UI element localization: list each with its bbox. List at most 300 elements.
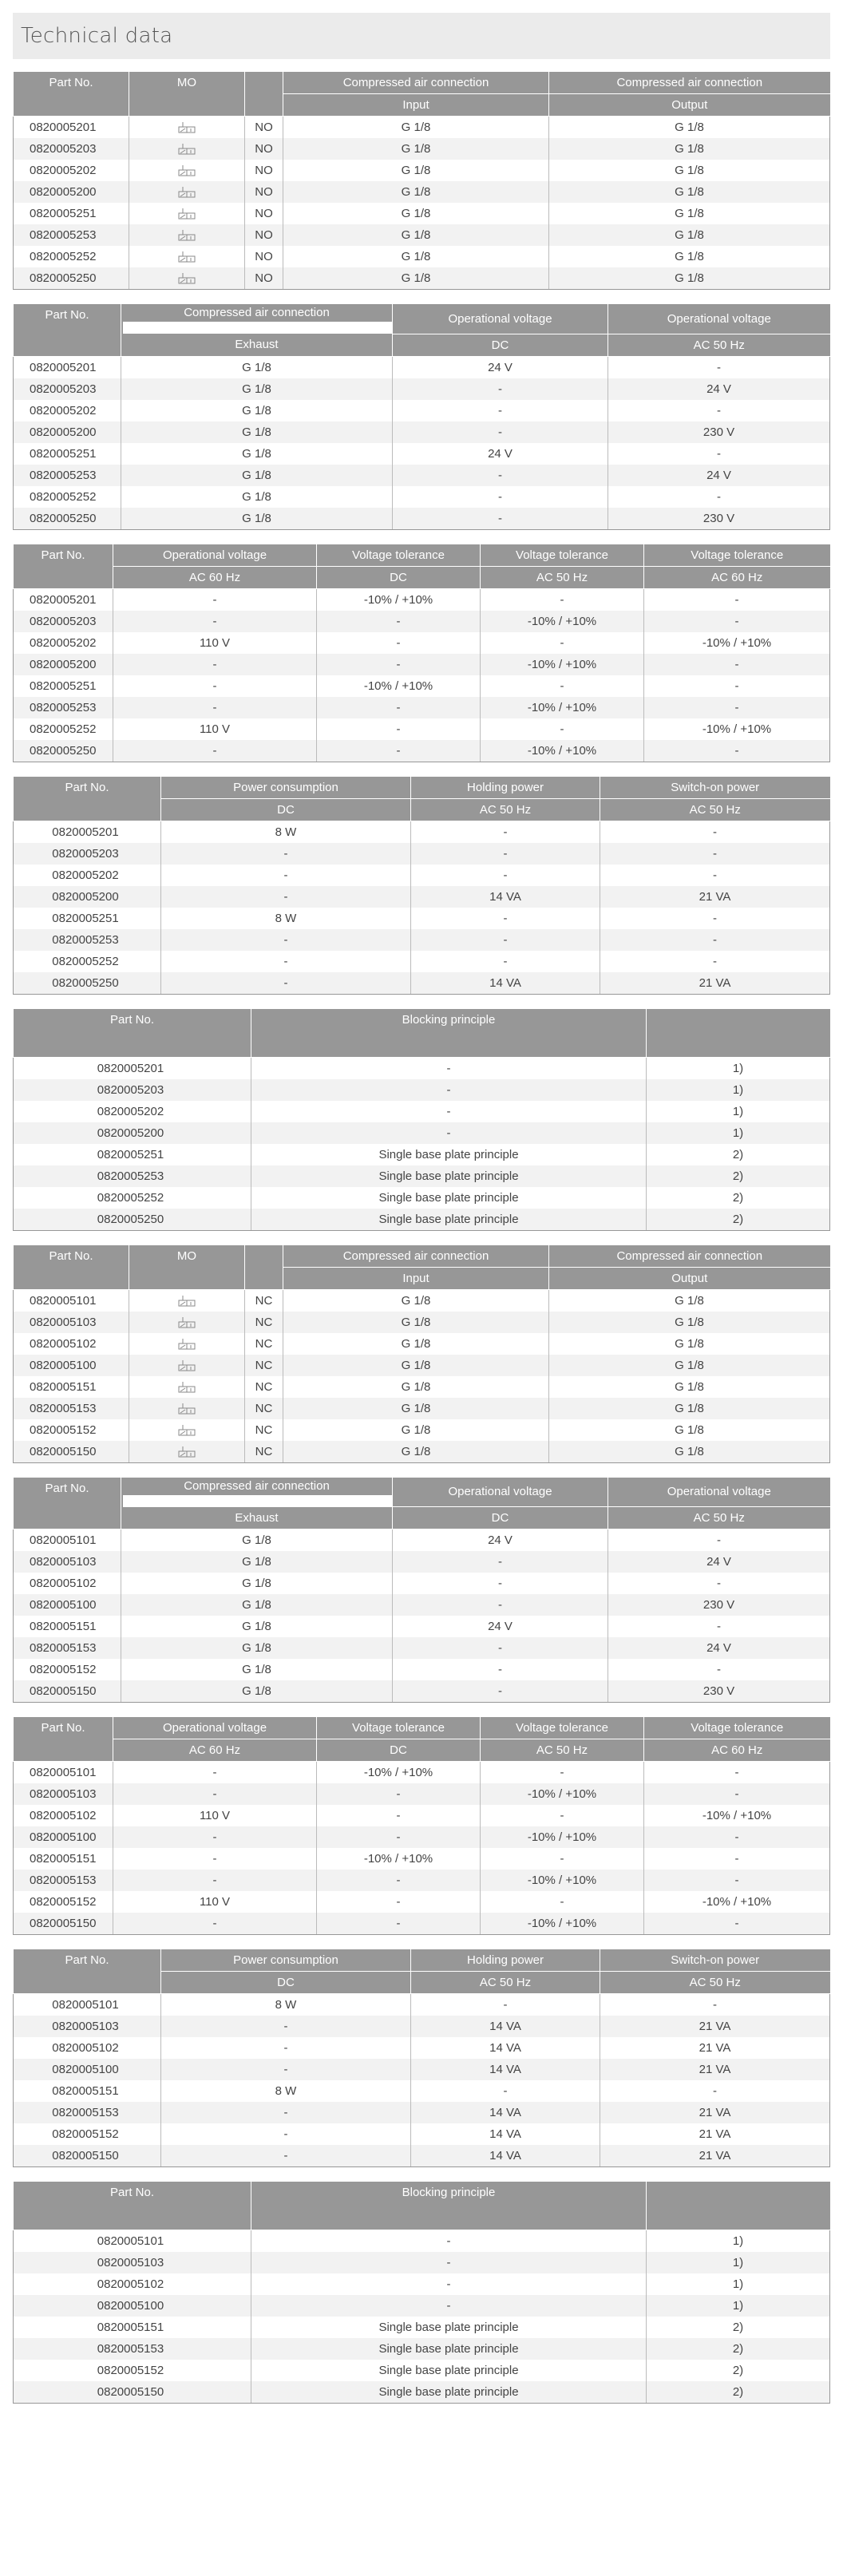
part-number: 0820005100 (14, 2059, 161, 2080)
switch-on-power-ac50: - (600, 929, 830, 951)
valve-symbol-cell (129, 1289, 245, 1312)
table-row (14, 181, 830, 203)
table-row (14, 2381, 830, 2404)
col-header-part-no: Part No. (14, 1009, 251, 1058)
op-voltage-ac60: - (113, 1783, 317, 1805)
part-number: 0820005100 (14, 1594, 121, 1616)
output-connection: G 1/8 (549, 1376, 830, 1398)
table-row (14, 908, 830, 929)
output-connection: G 1/8 (549, 267, 830, 290)
tolerance-dc: - (317, 654, 481, 675)
op-voltage-ac50: - (608, 486, 830, 508)
mo-state: NO (245, 160, 283, 181)
valve-symbol-icon (178, 1360, 196, 1371)
holding-power-ac50: 14 VA (411, 886, 600, 908)
op-voltage-ac60: 110 V (113, 718, 317, 740)
table-row (14, 267, 830, 290)
power-consumption-dc: - (161, 2145, 411, 2167)
op-voltage-ac60: - (113, 1913, 317, 1935)
tolerance-dc: - (317, 740, 481, 762)
table-row (14, 1762, 830, 1784)
part-number: 0820005101 (14, 1994, 161, 2016)
footnote-ref: 1) (647, 2295, 830, 2317)
tolerance-ac60: -10% / +10% (644, 1805, 830, 1826)
footnote-ref: 2) (647, 1144, 830, 1165)
part-number: 0820005103 (14, 2016, 161, 2037)
valve-symbol-cell (129, 1312, 245, 1333)
part-number: 0820005101 (14, 1289, 129, 1312)
part-number: 0820005251 (14, 908, 161, 929)
power-consumption-dc: - (161, 886, 411, 908)
table-row (14, 203, 830, 224)
col-header-blocking-principle: Blocking principle (251, 2182, 647, 2230)
tolerance-dc: - (317, 1891, 481, 1913)
output-connection: G 1/8 (549, 1355, 830, 1376)
blocking-principle: Single base plate principle (251, 1144, 647, 1165)
op-voltage-dc: - (393, 421, 608, 443)
blocking-principle: Single base plate principle (251, 2338, 647, 2360)
op-voltage-ac50: 24 V (608, 1551, 830, 1573)
op-voltage-dc: 24 V (393, 356, 608, 378)
exhaust-connection: G 1/8 (121, 1680, 393, 1703)
blocking-principle: - (251, 1122, 647, 1144)
valve-symbol-cell (129, 1355, 245, 1376)
op-voltage-dc: - (393, 378, 608, 400)
blocking-principle: Single base plate principle (251, 2381, 647, 2404)
power-consumption-dc: - (161, 2059, 411, 2080)
table-exhaust-voltage (13, 1478, 830, 1703)
power-consumption-dc: 8 W (161, 908, 411, 929)
table-row (14, 1441, 830, 1463)
tolerance-dc: - (317, 1783, 481, 1805)
table-row (14, 1659, 830, 1680)
table-row (14, 2016, 830, 2037)
power-consumption-dc: 8 W (161, 821, 411, 843)
part-number: 0820005200 (14, 421, 121, 443)
part-number: 0820005150 (14, 1441, 129, 1463)
mo-state: NC (245, 1441, 283, 1463)
mo-state: NC (245, 1289, 283, 1312)
input-connection: G 1/8 (283, 1333, 549, 1355)
section-title-bar (13, 13, 830, 59)
holding-power-ac50: - (411, 929, 600, 951)
switch-on-power-ac50: 21 VA (600, 2037, 830, 2059)
part-number: 0820005152 (14, 2123, 161, 2145)
op-voltage-ac50: 24 V (608, 465, 830, 486)
col-header-holding-power: Holding power (411, 777, 600, 799)
valve-symbol-cell (129, 267, 245, 290)
mo-state: NO (245, 224, 283, 246)
table-row (14, 2080, 830, 2102)
footnote-ref: 1) (647, 2273, 830, 2295)
col-header-switch-on-power: Switch-on power (600, 1949, 830, 1972)
table-row (14, 1594, 830, 1616)
output-connection: G 1/8 (549, 1398, 830, 1419)
op-voltage-ac50: - (608, 356, 830, 378)
part-number: 0820005251 (14, 675, 113, 697)
footnote-ref: 2) (647, 1165, 830, 1187)
blocking-principle: Single base plate principle (251, 2317, 647, 2338)
op-voltage-dc: 24 V (393, 1529, 608, 1552)
part-number: 0820005153 (14, 1398, 129, 1419)
holding-power-ac50: 14 VA (411, 2123, 600, 2145)
op-voltage-ac60: 110 V (113, 1805, 317, 1826)
power-consumption-dc: - (161, 2016, 411, 2037)
part-number: 0820005151 (14, 1616, 121, 1637)
col-header-compressed-air-input: Compressed air connection (283, 1245, 549, 1268)
valve-symbol-cell (129, 1398, 245, 1419)
switch-on-power-ac50: - (600, 1994, 830, 2016)
exhaust-connection: G 1/8 (121, 1637, 393, 1659)
col-header-compressed-air-label: Compressed air connection (184, 306, 330, 319)
valve-symbol-icon (178, 1446, 196, 1458)
tolerance-ac50: -10% / +10% (481, 1783, 644, 1805)
header-spacer (123, 1495, 392, 1507)
power-consumption-dc: - (161, 929, 411, 951)
part-number: 0820005200 (14, 654, 113, 675)
blocking-principle: - (251, 1079, 647, 1101)
tables-container (13, 72, 830, 2404)
col-header-power-consumption: Power consumption (161, 777, 411, 799)
part-number: 0820005151 (14, 2080, 161, 2102)
col-header-op-voltage-ac60: Operational voltage (113, 544, 317, 567)
part-number: 0820005200 (14, 181, 129, 203)
input-connection: G 1/8 (283, 246, 549, 267)
blocking-principle: - (251, 2252, 647, 2273)
output-connection: G 1/8 (549, 181, 830, 203)
input-connection: G 1/8 (283, 267, 549, 290)
part-number: 0820005151 (14, 2317, 251, 2338)
part-number: 0820005250 (14, 740, 113, 762)
col-header-part-no: Part No. (14, 777, 161, 821)
op-voltage-dc: - (393, 1551, 608, 1573)
valve-symbol-cell (129, 224, 245, 246)
col-header-ac50: AC 50 Hz (608, 1507, 830, 1529)
table-row (14, 1057, 830, 1079)
tolerance-ac60: -10% / +10% (644, 718, 830, 740)
op-voltage-ac60: - (113, 611, 317, 632)
part-number: 0820005100 (14, 1355, 129, 1376)
exhaust-connection: G 1/8 (121, 1616, 393, 1637)
part-number: 0820005202 (14, 160, 129, 181)
header-spacer (123, 322, 392, 334)
table-row (14, 972, 830, 995)
holding-power-ac50: - (411, 843, 600, 865)
footnote-ref: 2) (647, 2338, 830, 2360)
part-number: 0820005201 (14, 588, 113, 611)
op-voltage-dc: - (393, 400, 608, 421)
blocking-principle: - (251, 2273, 647, 2295)
power-consumption-dc: - (161, 2102, 411, 2123)
tolerance-dc: - (317, 697, 481, 718)
table-row (14, 1312, 830, 1333)
exhaust-connection: G 1/8 (121, 400, 393, 421)
part-number: 0820005103 (14, 2252, 251, 2273)
tolerance-ac50: -10% / +10% (481, 1913, 644, 1935)
part-number: 0820005153 (14, 2102, 161, 2123)
table-row (14, 1826, 830, 1848)
valve-symbol-icon (178, 187, 196, 198)
col-header-tolerance-ac60: Voltage tolerance (644, 1717, 830, 1739)
mo-state: NC (245, 1376, 283, 1398)
valve-symbol-cell (129, 1333, 245, 1355)
part-number: 0820005202 (14, 632, 113, 654)
part-number: 0820005103 (14, 1783, 113, 1805)
part-number: 0820005251 (14, 203, 129, 224)
input-connection: G 1/8 (283, 117, 549, 139)
tolerance-ac50: -10% / +10% (481, 697, 644, 718)
table-row (14, 1355, 830, 1376)
col-header-ac50: AC 50 Hz (411, 798, 600, 821)
op-voltage-ac60: - (113, 1762, 317, 1784)
page-title: Technical data (21, 24, 173, 48)
col-header-ac50: AC 50 Hz (600, 798, 830, 821)
part-number: 0820005102 (14, 1805, 113, 1826)
table-power (13, 777, 830, 995)
tolerance-ac50: - (481, 718, 644, 740)
part-number: 0820005150 (14, 2381, 251, 2404)
valve-symbol-cell (129, 181, 245, 203)
table-blocking-principle (13, 1009, 830, 1231)
part-number: 0820005102 (14, 1333, 129, 1355)
switch-on-power-ac50: 21 VA (600, 2102, 830, 2123)
tolerance-dc: - (317, 611, 481, 632)
valve-symbol-icon (178, 144, 196, 155)
exhaust-connection: G 1/8 (121, 443, 393, 465)
mo-state: NC (245, 1312, 283, 1333)
table-row (14, 1994, 830, 2016)
table-row (14, 1913, 830, 1935)
part-number: 0820005152 (14, 1891, 113, 1913)
table-row (14, 2252, 830, 2273)
col-header-op-voltage-ac50: Operational voltage (608, 1478, 830, 1507)
footnote-ref: 1) (647, 2230, 830, 2253)
input-connection: G 1/8 (283, 138, 549, 160)
part-number: 0820005253 (14, 697, 113, 718)
part-number: 0820005153 (14, 2338, 251, 2360)
part-number: 0820005103 (14, 1312, 129, 1333)
table-row (14, 246, 830, 267)
table-row (14, 1209, 830, 1231)
part-number: 0820005253 (14, 1165, 251, 1187)
col-header-op-voltage-dc: Operational voltage (393, 1478, 608, 1507)
output-connection: G 1/8 (549, 138, 830, 160)
col-header-op-voltage-ac60: Operational voltage (113, 1717, 317, 1739)
col-header-holding-power: Holding power (411, 1949, 600, 1972)
op-voltage-ac50: - (608, 1573, 830, 1594)
power-consumption-dc: - (161, 951, 411, 972)
table-row (14, 160, 830, 181)
exhaust-connection: G 1/8 (121, 1573, 393, 1594)
col-header-mo: MO (129, 1245, 245, 1290)
valve-symbol-icon (178, 1425, 196, 1436)
blocking-principle: - (251, 1057, 647, 1079)
col-header-dc: DC (393, 1507, 608, 1529)
part-number: 0820005152 (14, 1659, 121, 1680)
footnote-ref: 2) (647, 1187, 830, 1209)
col-header-dc: DC (161, 798, 411, 821)
part-number: 0820005102 (14, 2037, 161, 2059)
part-number: 0820005102 (14, 2273, 251, 2295)
output-connection: G 1/8 (549, 1312, 830, 1333)
holding-power-ac50: - (411, 951, 600, 972)
op-voltage-dc: 24 V (393, 443, 608, 465)
valve-symbol-icon (178, 1382, 196, 1393)
table-row (14, 1805, 830, 1826)
switch-on-power-ac50: - (600, 821, 830, 843)
col-header-dc: DC (317, 566, 481, 588)
op-voltage-dc: - (393, 508, 608, 530)
table-row (14, 1783, 830, 1805)
op-voltage-ac50: - (608, 1529, 830, 1552)
part-number: 0820005203 (14, 1079, 251, 1101)
table-voltage-tolerance (13, 1717, 830, 1935)
part-number: 0820005203 (14, 138, 129, 160)
col-header-part-no: Part No. (14, 1717, 113, 1762)
valve-symbol-icon (178, 1403, 196, 1415)
col-header-part-no: Part No. (14, 1478, 121, 1529)
part-number: 0820005252 (14, 246, 129, 267)
table-row (14, 611, 830, 632)
part-number: 0820005151 (14, 1848, 113, 1870)
mo-state: NC (245, 1333, 283, 1355)
op-voltage-ac50: 24 V (608, 1637, 830, 1659)
input-connection: G 1/8 (283, 1376, 549, 1398)
part-number: 0820005250 (14, 267, 129, 290)
col-header-tolerance-dc: Voltage tolerance (317, 544, 481, 567)
table-row (14, 2338, 830, 2360)
col-header-ac60: AC 60 Hz (113, 566, 317, 588)
op-voltage-ac60: - (113, 740, 317, 762)
col-header-compressed-air-label: Compressed air connection (184, 1478, 330, 1493)
exhaust-connection: G 1/8 (121, 1529, 393, 1552)
table-row (14, 588, 830, 611)
tolerance-ac60: - (644, 1783, 830, 1805)
col-header-tolerance-ac60: Voltage tolerance (644, 544, 830, 567)
switch-on-power-ac50: - (600, 865, 830, 886)
col-header-compressed-air-output: Compressed air connection (549, 72, 830, 94)
output-connection: G 1/8 (549, 1441, 830, 1463)
op-voltage-ac60: - (113, 697, 317, 718)
table-row (14, 2360, 830, 2381)
power-consumption-dc: 8 W (161, 2080, 411, 2102)
holding-power-ac50: 14 VA (411, 2145, 600, 2167)
footnote-ref: 1) (647, 2252, 830, 2273)
op-voltage-ac50: 24 V (608, 378, 830, 400)
valve-symbol-icon (178, 1317, 196, 1328)
table-blocking-principle (13, 2182, 830, 2404)
holding-power-ac50: - (411, 865, 600, 886)
tolerance-dc: -10% / +10% (317, 1848, 481, 1870)
table-row (14, 378, 830, 400)
input-connection: G 1/8 (283, 1441, 549, 1463)
valve-symbol-cell (129, 138, 245, 160)
part-number: 0820005150 (14, 1913, 113, 1935)
exhaust-connection: G 1/8 (121, 356, 393, 378)
blocking-principle: Single base plate principle (251, 1209, 647, 1231)
valve-symbol-icon (178, 251, 196, 263)
table-row (14, 740, 830, 762)
mo-state: NO (245, 138, 283, 160)
part-number: 0820005252 (14, 486, 121, 508)
exhaust-connection: G 1/8 (121, 1594, 393, 1616)
table-row (14, 1101, 830, 1122)
part-number: 0820005252 (14, 718, 113, 740)
part-number: 0820005251 (14, 1144, 251, 1165)
footnote-ref: 2) (647, 2381, 830, 2404)
valve-symbol-cell (129, 1441, 245, 1463)
valve-symbol-icon (178, 230, 196, 241)
table-row (14, 2273, 830, 2295)
table-row (14, 2037, 830, 2059)
op-voltage-ac60: 110 V (113, 1891, 317, 1913)
valve-symbol-cell (129, 117, 245, 139)
holding-power-ac50: 14 VA (411, 2016, 600, 2037)
op-voltage-ac50: 230 V (608, 421, 830, 443)
output-connection: G 1/8 (549, 1289, 830, 1312)
op-voltage-dc: - (393, 465, 608, 486)
footnote-ref: 1) (647, 1079, 830, 1101)
tolerance-dc: - (317, 1805, 481, 1826)
part-number: 0820005203 (14, 611, 113, 632)
table-row (14, 654, 830, 675)
tolerance-dc: - (317, 1870, 481, 1891)
output-connection: G 1/8 (549, 203, 830, 224)
part-number: 0820005203 (14, 378, 121, 400)
op-voltage-ac50: 230 V (608, 1594, 830, 1616)
footnote-ref: 2) (647, 2360, 830, 2381)
col-header-output: Output (549, 1267, 830, 1289)
blocking-principle: Single base plate principle (251, 1165, 647, 1187)
blocking-principle: Single base plate principle (251, 2360, 647, 2381)
mo-state: NO (245, 117, 283, 139)
col-header-part-no: Part No. (14, 2182, 251, 2230)
part-number: 0820005201 (14, 356, 121, 378)
part-number: 0820005203 (14, 843, 161, 865)
col-header-compressed-air (121, 1478, 393, 1507)
part-number: 0820005150 (14, 1680, 121, 1703)
table-row (14, 2145, 830, 2167)
table-power (13, 1949, 830, 2167)
col-header-ac50: AC 50 Hz (608, 334, 830, 356)
col-header-op-voltage-ac50: Operational voltage (608, 304, 830, 334)
input-connection: G 1/8 (283, 1312, 549, 1333)
part-number: 0820005201 (14, 1057, 251, 1079)
input-connection: G 1/8 (283, 1419, 549, 1441)
op-voltage-ac60: - (113, 1870, 317, 1891)
table-row (14, 1419, 830, 1441)
part-number: 0820005201 (14, 117, 129, 139)
part-number: 0820005253 (14, 224, 129, 246)
holding-power-ac50: 14 VA (411, 2037, 600, 2059)
valve-symbol-icon (178, 122, 196, 133)
table-row (14, 1870, 830, 1891)
part-number: 0820005151 (14, 1376, 129, 1398)
table-row (14, 443, 830, 465)
col-header-ac50: AC 50 Hz (481, 1739, 644, 1762)
switch-on-power-ac50: - (600, 2080, 830, 2102)
input-connection: G 1/8 (283, 160, 549, 181)
op-voltage-ac50: 230 V (608, 1680, 830, 1703)
tolerance-ac50: - (481, 1891, 644, 1913)
tolerance-ac60: - (644, 1870, 830, 1891)
table-row (14, 2230, 830, 2253)
power-consumption-dc: 8 W (161, 1994, 411, 2016)
switch-on-power-ac50: - (600, 843, 830, 865)
col-header-exhaust: Exhaust (121, 334, 393, 356)
part-number: 0820005251 (14, 443, 121, 465)
table-row (14, 508, 830, 530)
